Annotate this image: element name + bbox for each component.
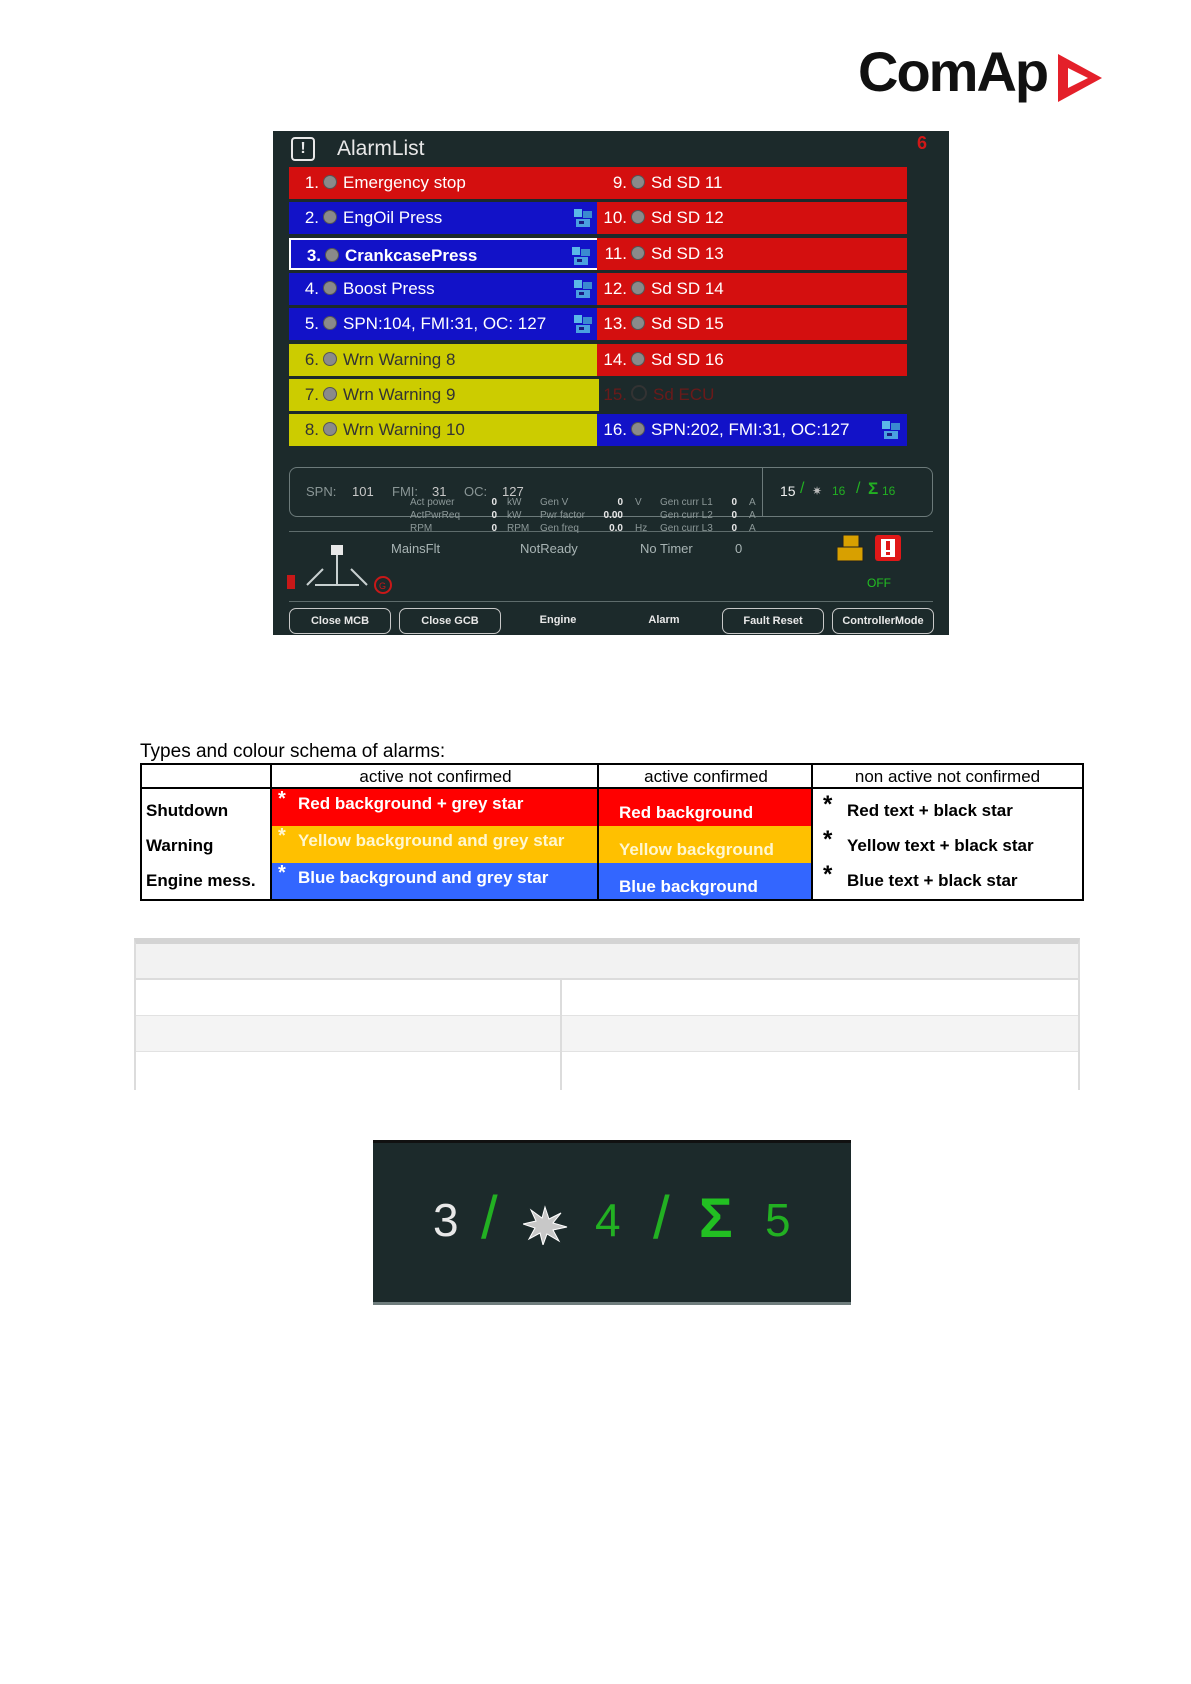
measurement-unit: kW xyxy=(507,510,522,521)
schema-header-anc: active not confirmed xyxy=(272,765,599,789)
active-alarm-star-icon xyxy=(523,1205,569,1245)
fmi-label: FMI: xyxy=(392,484,418,499)
alarm-text: Sd SD 12 xyxy=(651,208,724,228)
empty-table xyxy=(134,938,1080,1090)
measurement-unit: A xyxy=(749,523,756,534)
close-gcb-button[interactable]: Close GCB xyxy=(399,608,501,634)
star-icon: * xyxy=(823,861,833,888)
alarm-row[interactable] xyxy=(289,202,599,234)
logo-arrow-icon xyxy=(1050,50,1106,106)
measurement-value: 0 xyxy=(617,497,623,508)
alarm-number: 14. xyxy=(603,349,627,369)
oc-value: 127 xyxy=(502,484,524,499)
schema-row-label: Engine mess. xyxy=(146,871,256,890)
schema-cell-text: Yellow text + black star xyxy=(847,836,1034,855)
ecu-icon xyxy=(881,420,901,440)
alarm-text: Sd SD 16 xyxy=(651,349,724,369)
table-row xyxy=(136,1016,1078,1052)
schema-row-label: Warning xyxy=(146,836,214,855)
measurement-unit: RPM xyxy=(507,523,530,534)
schema-cell-non-active-not-confirmed xyxy=(813,826,1034,856)
alarm-star-icon xyxy=(323,387,337,401)
count-total: 15 xyxy=(780,483,796,499)
count-active: 16 xyxy=(832,484,846,498)
alarm-text: Sd SD 13 xyxy=(651,243,724,263)
star-icon: * xyxy=(278,862,286,884)
table-row xyxy=(136,1052,1078,1090)
alarm-number: 10. xyxy=(603,208,627,228)
slash-divider-icon: / xyxy=(481,1184,498,1251)
alarm-star-icon xyxy=(631,246,645,260)
schema-title: Types and colour schema of alarms: xyxy=(140,741,446,762)
alarm-row[interactable] xyxy=(289,273,599,305)
schema-cell-active-confirmed xyxy=(599,789,811,826)
measurement-value: 0 xyxy=(731,510,737,521)
alarm-number: 3. xyxy=(306,245,321,265)
alarm-star-icon xyxy=(323,352,337,366)
alarm-row[interactable] xyxy=(597,379,907,411)
alarm-text: Wrn Warning 9 xyxy=(343,384,456,404)
alarm-text: Emergency stop xyxy=(343,173,466,192)
ecu-icon xyxy=(573,314,593,334)
measurement-value: 0 xyxy=(491,523,497,534)
divider xyxy=(289,601,933,602)
schema-cell-active-not-confirmed xyxy=(272,826,597,863)
alarm-text: Sd SD 11 xyxy=(651,173,723,192)
alarm-text: CrankcasePress xyxy=(345,245,478,265)
alarm-star-icon xyxy=(631,281,645,295)
measurement-label: Gen freq xyxy=(540,523,579,534)
alarm-star-icon xyxy=(631,210,645,224)
alarm-number: 16. xyxy=(603,420,627,440)
alarm-star-icon xyxy=(631,385,647,401)
schema-header-ac: active confirmed xyxy=(599,765,813,789)
alarm-star-icon xyxy=(323,422,337,436)
schema-cell-text: Yellow background and grey star xyxy=(298,831,565,850)
logo-wordmark: ComAp xyxy=(858,40,1048,103)
engine-status: NotReady xyxy=(520,541,578,556)
close-mcb-button[interactable]: Close MCB xyxy=(289,608,391,634)
schema-cell-non-active-not-confirmed xyxy=(813,791,1013,821)
alarm-number: 15. xyxy=(603,384,627,404)
schema-cell-non-active-not-confirmed xyxy=(813,861,1018,891)
screen-title: AlarmList xyxy=(337,137,425,160)
measurement-label: Gen curr L2 xyxy=(660,510,713,521)
ecu-yellow-icon xyxy=(837,535,867,563)
alarm-text: Wrn Warning 8 xyxy=(343,349,456,369)
measurement-unit: Hz xyxy=(635,523,648,534)
measurement-label: Gen curr L1 xyxy=(660,497,713,508)
engine-button[interactable]: Engine xyxy=(539,614,577,626)
alarm-row[interactable] xyxy=(289,238,599,270)
alarm-row[interactable] xyxy=(289,167,599,199)
schema-cell-text: Red text + black star xyxy=(847,801,1013,820)
sigma-icon: Σ xyxy=(699,1186,733,1249)
counter-total: 3 xyxy=(433,1194,459,1246)
timer-label: No Timer xyxy=(640,541,693,556)
measurement-label: Act power xyxy=(410,497,455,508)
schema-cell-text: Red background + grey star xyxy=(298,794,524,813)
schema-cell-text: Blue text + black star xyxy=(847,871,1018,890)
alarm-row[interactable] xyxy=(289,308,599,340)
detail-divider xyxy=(762,468,763,516)
alarm-number: 12. xyxy=(603,278,627,298)
ecu-icon xyxy=(573,279,593,299)
star-icon: * xyxy=(278,825,286,847)
counter-active: 4 xyxy=(595,1194,621,1246)
alarm-star-icon xyxy=(323,175,337,189)
star-icon: * xyxy=(823,791,833,818)
timer-value: 0 xyxy=(735,541,743,556)
alarm-counter-detail xyxy=(373,1140,851,1305)
alarm-text: Sd ECU xyxy=(653,384,715,404)
star-icon: * xyxy=(823,826,833,853)
measurement-label: Gen curr L3 xyxy=(660,523,713,534)
alarm-exclamation-icon: ! xyxy=(291,137,315,161)
schema-cell-text: Yellow background xyxy=(619,840,774,859)
measurement-label: Gen V xyxy=(540,497,569,508)
alarm-row[interactable] xyxy=(289,379,599,411)
alarm-row[interactable] xyxy=(597,308,907,340)
measurement-value: 0.00 xyxy=(603,510,623,521)
alarm-text: Boost Press xyxy=(343,278,435,298)
controller-mode-value: OFF xyxy=(867,576,891,590)
schema-cell-text: Blue background xyxy=(619,877,758,896)
alarm-text: Sd SD 14 xyxy=(651,278,724,298)
alarm-number: 8. xyxy=(304,420,319,440)
alarm-row[interactable] xyxy=(597,167,907,199)
alarm-colour-schema-table xyxy=(140,763,1084,901)
alarm-star-icon xyxy=(325,248,339,262)
measurement-value: 0 xyxy=(491,497,497,508)
schema-header-blank xyxy=(142,765,272,789)
measurement-label: Pwr factor xyxy=(540,510,586,521)
alarm-star-icon xyxy=(631,352,645,366)
alarm-header-count: 6 xyxy=(917,133,928,153)
alarm-row[interactable] xyxy=(597,238,907,270)
alarm-row[interactable] xyxy=(597,344,907,376)
alarm-number: 9. xyxy=(612,173,627,192)
measurement-label: ActPwrReq xyxy=(410,510,461,521)
measurement-value: 0 xyxy=(731,523,737,534)
alarm-number: 2. xyxy=(304,208,319,228)
schema-cell-text: Blue background and grey star xyxy=(298,868,549,887)
mains-status: MainsFlt xyxy=(391,541,441,556)
alarm-text: Wrn Warning 10 xyxy=(343,420,465,440)
slash-divider-icon: / xyxy=(800,480,805,497)
measurement-unit: A xyxy=(749,510,756,521)
alarm-number: 5. xyxy=(304,314,319,334)
schema-cell-active-not-confirmed xyxy=(272,863,597,899)
alarm-number: 13. xyxy=(603,314,627,334)
measurement-unit: A xyxy=(749,497,756,508)
schema-cell-active-confirmed xyxy=(599,826,811,863)
star-icon: * xyxy=(278,788,286,810)
alarm-text: Sd SD 15 xyxy=(651,314,724,334)
alarm-row[interactable] xyxy=(597,273,907,305)
ecu-icon xyxy=(573,208,593,228)
measurement-value: 0 xyxy=(731,497,737,508)
alarm-button[interactable]: Alarm xyxy=(648,614,680,626)
alarm-star-icon xyxy=(323,281,337,295)
fmi-value: 31 xyxy=(432,484,447,499)
alarm-text: EngOil Press xyxy=(343,208,443,228)
schema-cell-active-not-confirmed xyxy=(272,789,597,826)
slash-divider-icon: / xyxy=(653,1184,670,1251)
count-sum: 16 xyxy=(882,484,896,498)
measurement-label: RPM xyxy=(410,523,433,534)
ecu-icon xyxy=(571,246,591,266)
counter-sum: 5 xyxy=(765,1194,791,1246)
alarm-star-icon xyxy=(631,316,645,330)
alarm-number: 7. xyxy=(304,384,319,404)
spn-value: 101 xyxy=(352,484,374,499)
alarm-number: 11. xyxy=(604,243,627,263)
alarm-text: SPN:202, FMI:31, OC:127 xyxy=(651,420,850,440)
sigma-icon: Σ xyxy=(868,479,879,498)
spn-label: SPN: xyxy=(306,484,337,499)
alarm-row[interactable] xyxy=(597,414,907,446)
slash-divider-icon: / xyxy=(856,480,861,497)
schema-cell-text: Red background xyxy=(619,803,754,822)
single-line-diagram-icon xyxy=(285,539,395,599)
alarm-text: SPN:104, FMI:31, OC: 127 xyxy=(343,314,547,334)
measurement-unit: kW xyxy=(507,497,522,508)
alarm-star-icon xyxy=(323,210,337,224)
measurement-unit: V xyxy=(635,497,642,508)
alarm-row[interactable] xyxy=(289,344,599,376)
table-header-row xyxy=(136,944,1078,980)
alarm-star-icon xyxy=(323,316,337,330)
alarm-red-icon xyxy=(873,535,903,563)
svg-text:G: G xyxy=(379,581,387,591)
alarm-number: 1. xyxy=(304,173,319,192)
alarm-star-icon xyxy=(631,422,645,436)
table-row xyxy=(136,980,1078,1016)
schema-header-nanc: non active not confirmed xyxy=(813,765,1082,789)
alarm-star-icon xyxy=(631,175,645,189)
fault-reset-button[interactable]: Fault Reset xyxy=(722,608,824,634)
schema-row-label: Shutdown xyxy=(146,801,229,820)
controller-mode-button[interactable]: ControllerMode xyxy=(832,608,934,634)
table-column-divider xyxy=(560,980,562,1090)
oc-label: OC: xyxy=(464,484,488,499)
alarm-row[interactable] xyxy=(597,202,907,234)
comap-logo xyxy=(858,42,1108,112)
alarm-row[interactable] xyxy=(289,414,599,446)
alarm-number: 6. xyxy=(304,349,319,369)
measurement-value: 0.0 xyxy=(609,523,623,534)
alarm-number: 4. xyxy=(304,278,319,298)
measurement-value: 0 xyxy=(491,510,497,521)
schema-cell-active-confirmed xyxy=(599,863,811,899)
alarm-list-screen xyxy=(273,131,949,635)
active-star-icon: ✷ xyxy=(812,484,823,498)
